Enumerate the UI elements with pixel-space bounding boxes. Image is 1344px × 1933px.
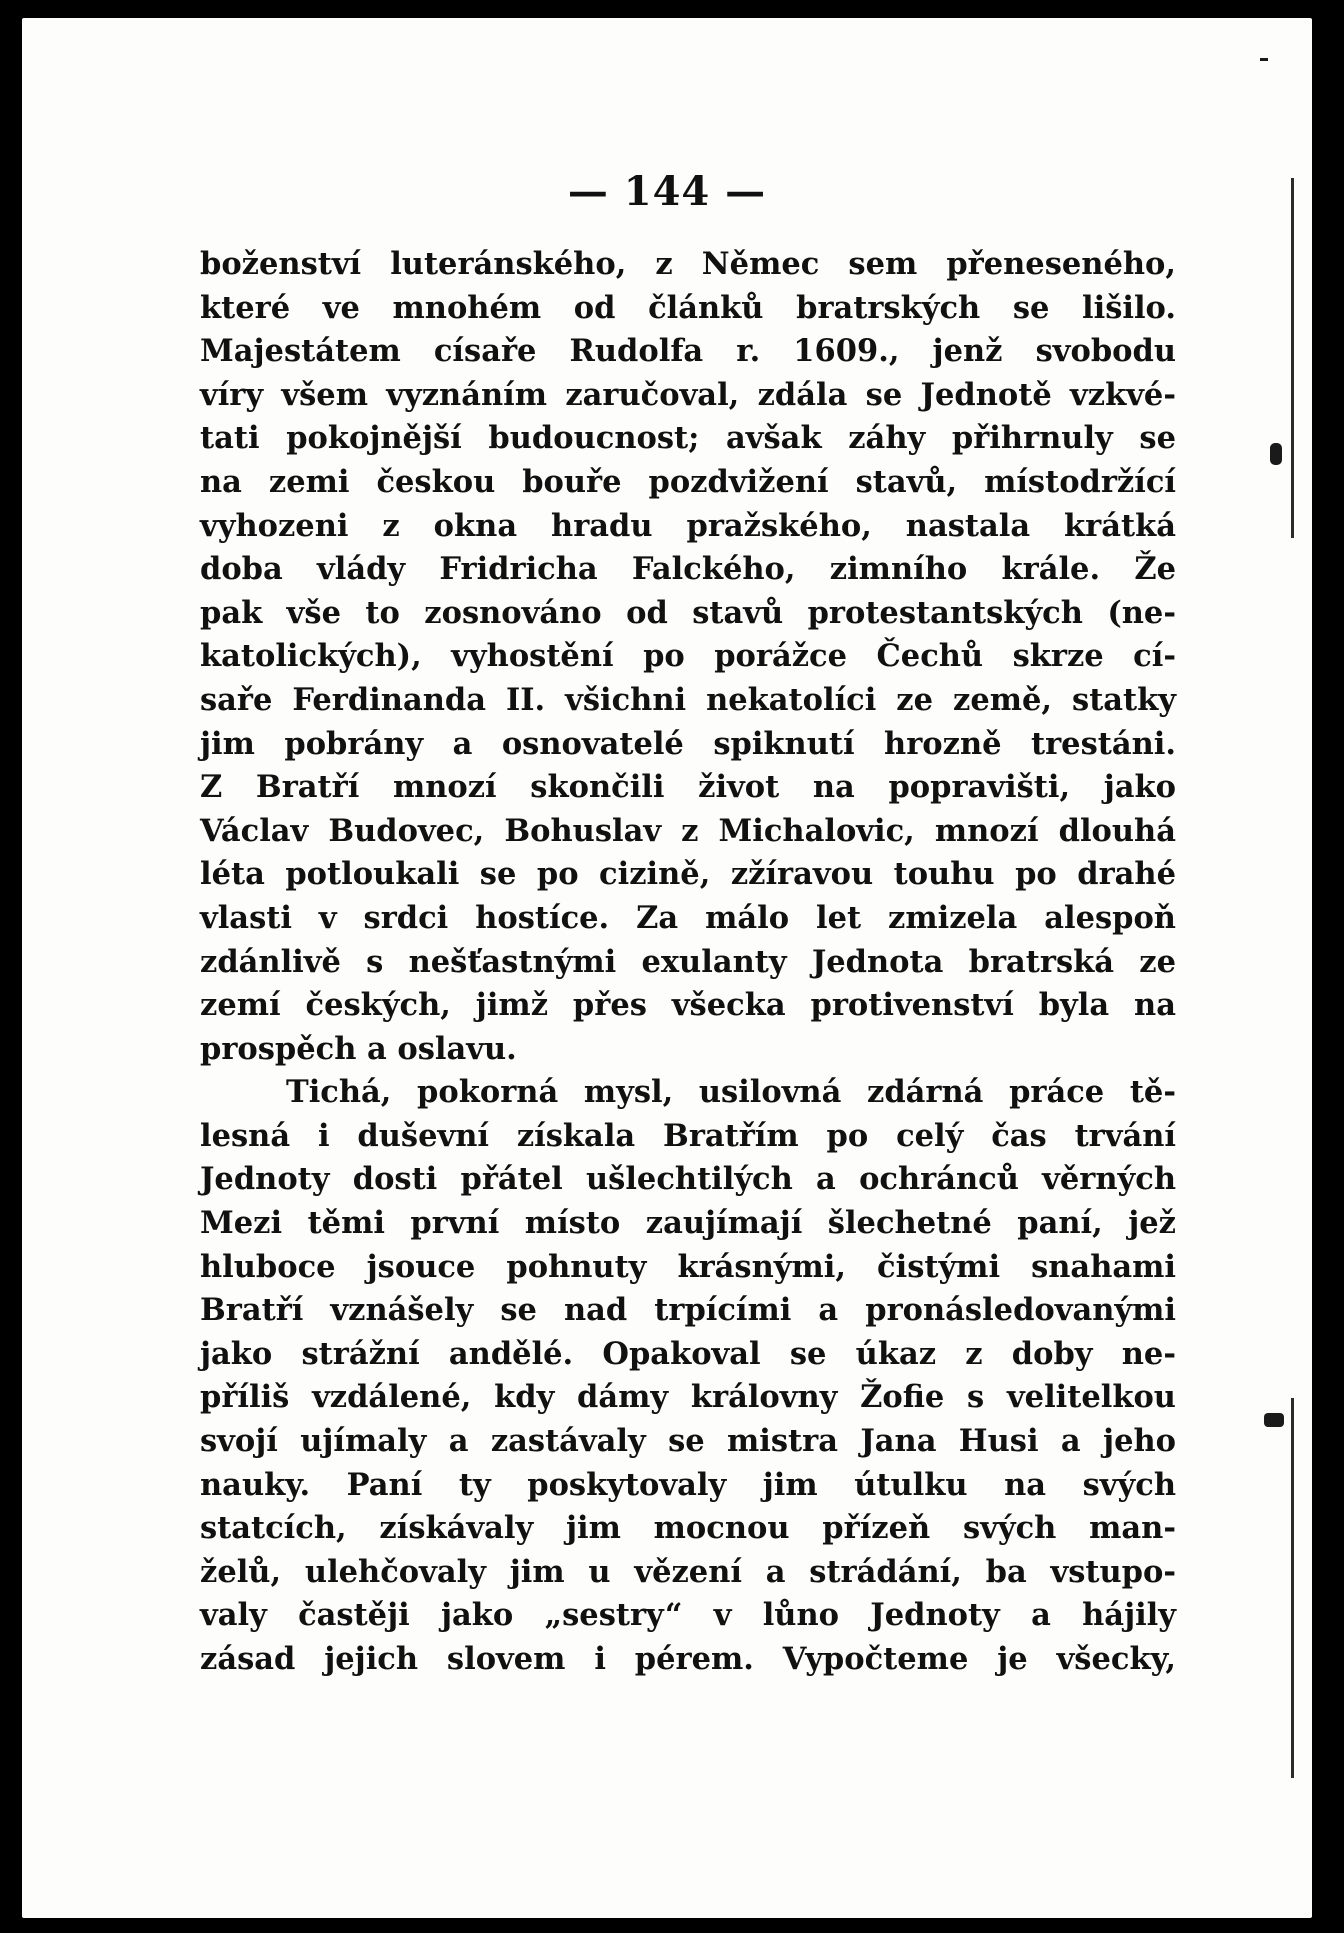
text-line: saře Ferdinanda II. všichni nekatolíci ze země, statky [200,681,1176,718]
text-line: zdánlivě s nešťastnými exulanty Jednota bratrská ze [200,943,1176,980]
binding-edge-mark [1291,178,1294,538]
text-line: příliš vzdálené, kdy dámy královny Žofie s velitelkou [200,1379,1176,1416]
text-line: jako strážní andělé. Opakoval se úkaz z doby ne- [200,1335,1176,1372]
text-line: želů, ulehčovaly jim u vězení a strádání, ba vstupo- [200,1553,1176,1590]
text-line: které ve mnohém od článků bratrských se lišilo. [200,289,1176,326]
text-line: Majestátem císaře Rudolfa r. 1609., jenž svobodu [200,333,1176,370]
binding-edge-mark [1291,1398,1294,1778]
page-number: — 144 — [567,168,767,215]
text-line: katolických), vyhostění po porážce Čechů skrze cí- [200,638,1176,675]
book-page [22,18,1312,1918]
scan-speck [1260,58,1268,61]
text-line: valy častěji jako „sestry“ v lůno Jednoty a hájily [200,1597,1176,1634]
text-line: Václav Budovec, Bohuslav z Michalovic, mnozí dlouhá [200,812,1176,849]
text-line: Z Bratří mnozí skončili život na popravišti, jako [200,769,1176,806]
text-line: statcích, získávaly jim mocnou přízeň svých man- [200,1510,1176,1547]
text-line-paragraph-start: Tichá, pokorná mysl, usilovná zdárná práce tě- [286,1074,1176,1111]
body-text [200,243,1176,1682]
scan-speck [1270,443,1282,465]
text-line: boženství luteránského, z Němec sem přeneseného, [200,246,1176,282]
text-line: tati pokojnější budoucnost; avšak záhy přihrnuly se [200,420,1176,457]
text-line: svojí ujímaly a zastávaly se mistra Jana Husi a jeho [200,1423,1176,1460]
text-line: jim pobrány a osnovatelé spiknutí hrozně trestáni. [200,725,1176,762]
text-line: doba vlády Fridricha Falckého, zimního krále. Že [200,551,1176,588]
text-line: vlasti v srdci hostíce. Za málo let zmizela alespoň [200,899,1176,936]
text-line: víry všem vyznáním zaručoval, zdála se Jednotě vzkvé- [200,376,1176,413]
text-line: Mezi těmi první místo zaujímají šlechetné paní, jež [200,1205,1176,1242]
text-line: nauky. Paní ty poskytovaly jim útulku na svých [200,1466,1176,1503]
text-line: Jednoty dosti přátel ušlechtilých a ochránců věrných [200,1161,1176,1198]
text-line: zemí českých, jimž přes všecka protivenství byla na [200,987,1176,1024]
text-line-paragraph-end: prospěch a oslavu. [200,1030,517,1067]
text-line: zásad jejich slovem i pérem. Vypočteme je všecky, [200,1641,1176,1677]
text-line: Bratří vznášely se nad trpícími a pronásledovanými [200,1292,1176,1329]
text-line: vyhozeni z okna hradu pražského, nastala krátká [200,507,1176,544]
text-line: na zemi českou bouře pozdvižení stavů, místodržící [200,463,1176,500]
text-line: pak vše to zosnováno od stavů protestantských (ne- [200,594,1176,631]
scan-speck [1264,1413,1284,1427]
text-line: lesná i duševní získala Bratřím po celý čas trvání [200,1117,1176,1154]
text-line: hluboce jsouce pohnuty krásnými, čistými snahami [200,1248,1176,1285]
text-line: léta potloukali se po cizině, zžíravou touhu po drahé [200,856,1176,893]
